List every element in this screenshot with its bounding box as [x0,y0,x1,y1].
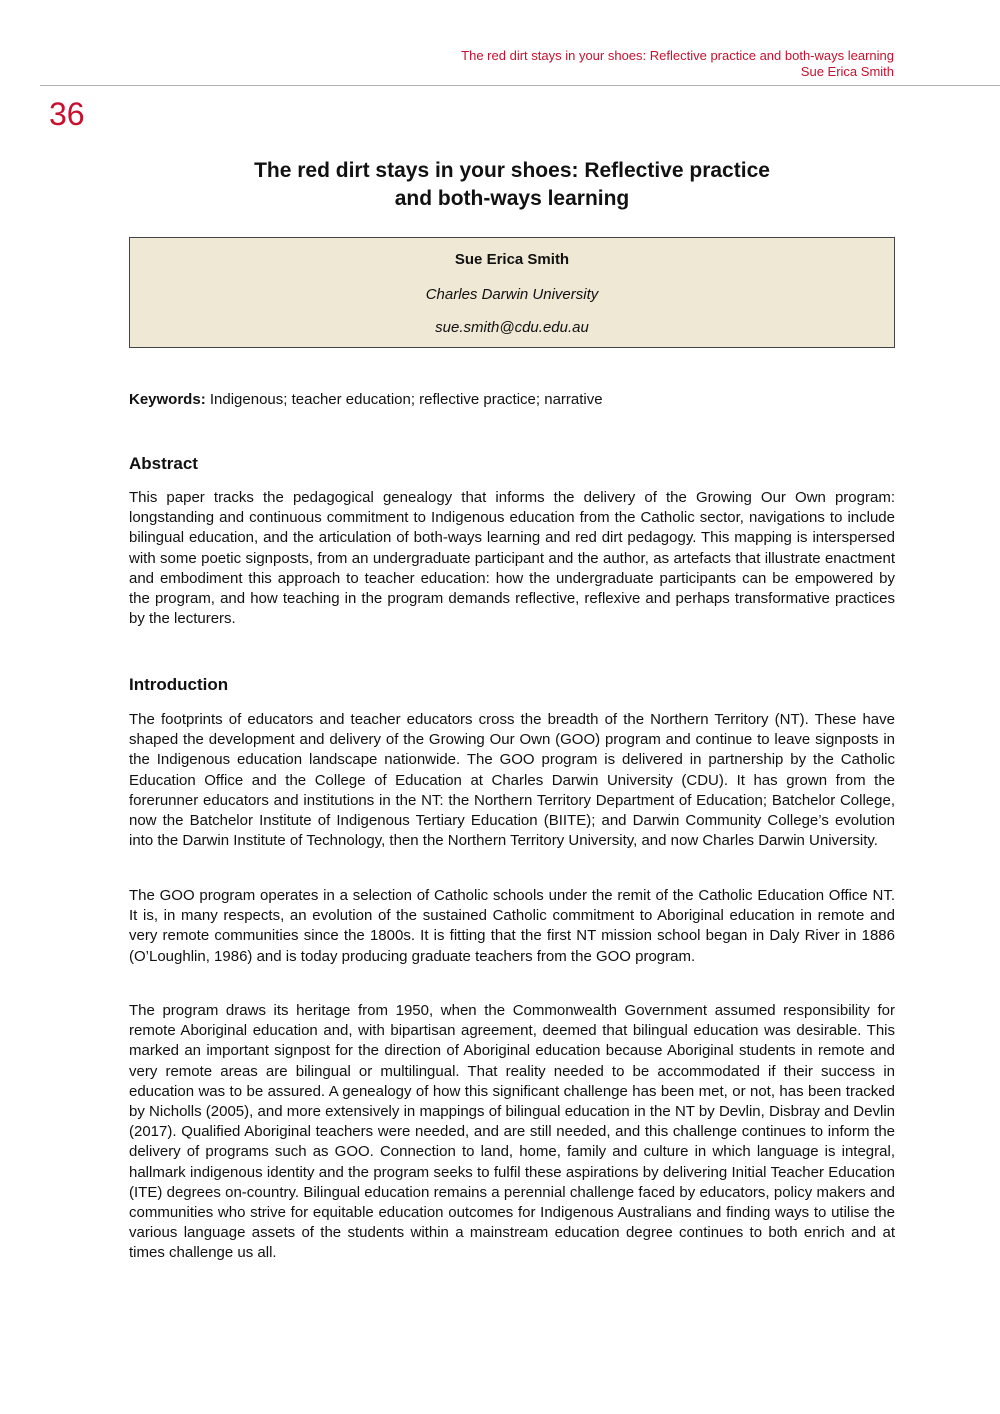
running-head [461,48,894,80]
intro-paragraph-1: The footprints of educators and teacher educators cross the breadth of the Northern Territory (NT). These have shaped the development and delivery of the Growing Our Own (GOO) program and continue to leave signposts in the Indigenous education landscape nationwide. The GOO program is delivered in partnership by the Catholic Education Office and the College of Education at Charles Darwin University (CDU). It has grown from the forerunner educators and institutions in the NT: the Northern Territory Department of Education; Batchelor College, now the Batchelor Institute of Indigenous Tertiary Education (BIITE); and Darwin Community College’s evolution into the Darwin Institute of Technology, then the Northern Territory University, and now Charles Darwin University. [129,711,895,850]
article-title-line-1: The red dirt stays in your shoes: Reflective practice [254,159,770,182]
author-name: Sue Erica Smith [454,251,570,268]
header-rule [40,85,1000,86]
page-number: 36 [49,96,85,132]
abstract-heading: Abstract [129,454,198,473]
article-title-line-2: and both-ways learning [394,187,630,210]
keywords-label: Keywords: [129,391,206,408]
keywords-text: Indigenous; teacher education; reflective practice; narrative [205,391,603,408]
intro-paragraph-3: The program draws its heritage from 1950, when the Commonwealth Government assumed responsibility for remote Aboriginal education and, with bipartisan agreement, deemed that bilingual education was desirable. This marked an important signpost for the direction of Aboriginal education because Aboriginal students in remote and very remote areas are bilingual or multilingual. That reality needed to be accommodated if their success in education was to be assured. A genealogy of how this significant challenge has been met, or not, has been tracked by Nicholls (2005), and more extensively in mappings of bilingual education in the NT by Devlin, Disbray and Devlin (2017). Qualified Aboriginal teachers were needed, and are still needed, and this challenge continues to inform the delivery of programs such as GOO. Connection to land, home, family and culture in which language is integral, hallmark indigenous identity and the program seeks to fulfil these aspirations by delivering Initial Teacher Education (ITE) degrees on-country. Bilingual education remains a perennial challenge faced by educators, policy makers and communities who strive for equitable education outcomes for Indigenous Australians and finding ways to utilise the various language assets of the students within a mainstream education degree continues to both enrich and at times challenge us all. [129,1002,895,1262]
introduction-heading: Introduction [129,675,229,694]
keywords [129,391,895,408]
article-title [129,157,895,213]
running-head-title: The red dirt stays in your shoes: Reflective practice and both-ways learning [461,48,894,63]
author-email: sue.smith@cdu.edu.au [435,319,589,336]
intro-paragraph-2: The GOO program operates in a selection of Catholic schools under the remit of the Catholic Education Office NT. It is, in many respects, an evolution of the sustained Catholic commitment to Aboriginal education in remote and very remote communities since the 1800s. It is fitting that the first NT mission school began in Daly River in 1886 (O’Loughlin, 1986) and is today producing graduate teachers from the GOO program. [129,887,895,965]
author-affiliation: Charles Darwin University [425,286,599,303]
running-head-author: Sue Erica Smith [800,64,894,79]
abstract-text: This paper tracks the pedagogical genealogy that informs the delivery of the Growing Our Own program: longstanding and continuous commitment to Indigenous education from the Catholic sector, navigations to include bilingual education, and the articulation of both-ways learning and red dirt pedagogy. This mapping is interspersed with some poetic signposts, from an undergraduate participant and the author, as artefacts that illustrate enactment and embodiment this approach to teacher education: how the undergraduate participants can be empowered by the program, and how teaching in the program demands reflective, reflexive and perhaps transformative practices by the lecturers. [129,489,895,628]
author-box [129,237,895,348]
